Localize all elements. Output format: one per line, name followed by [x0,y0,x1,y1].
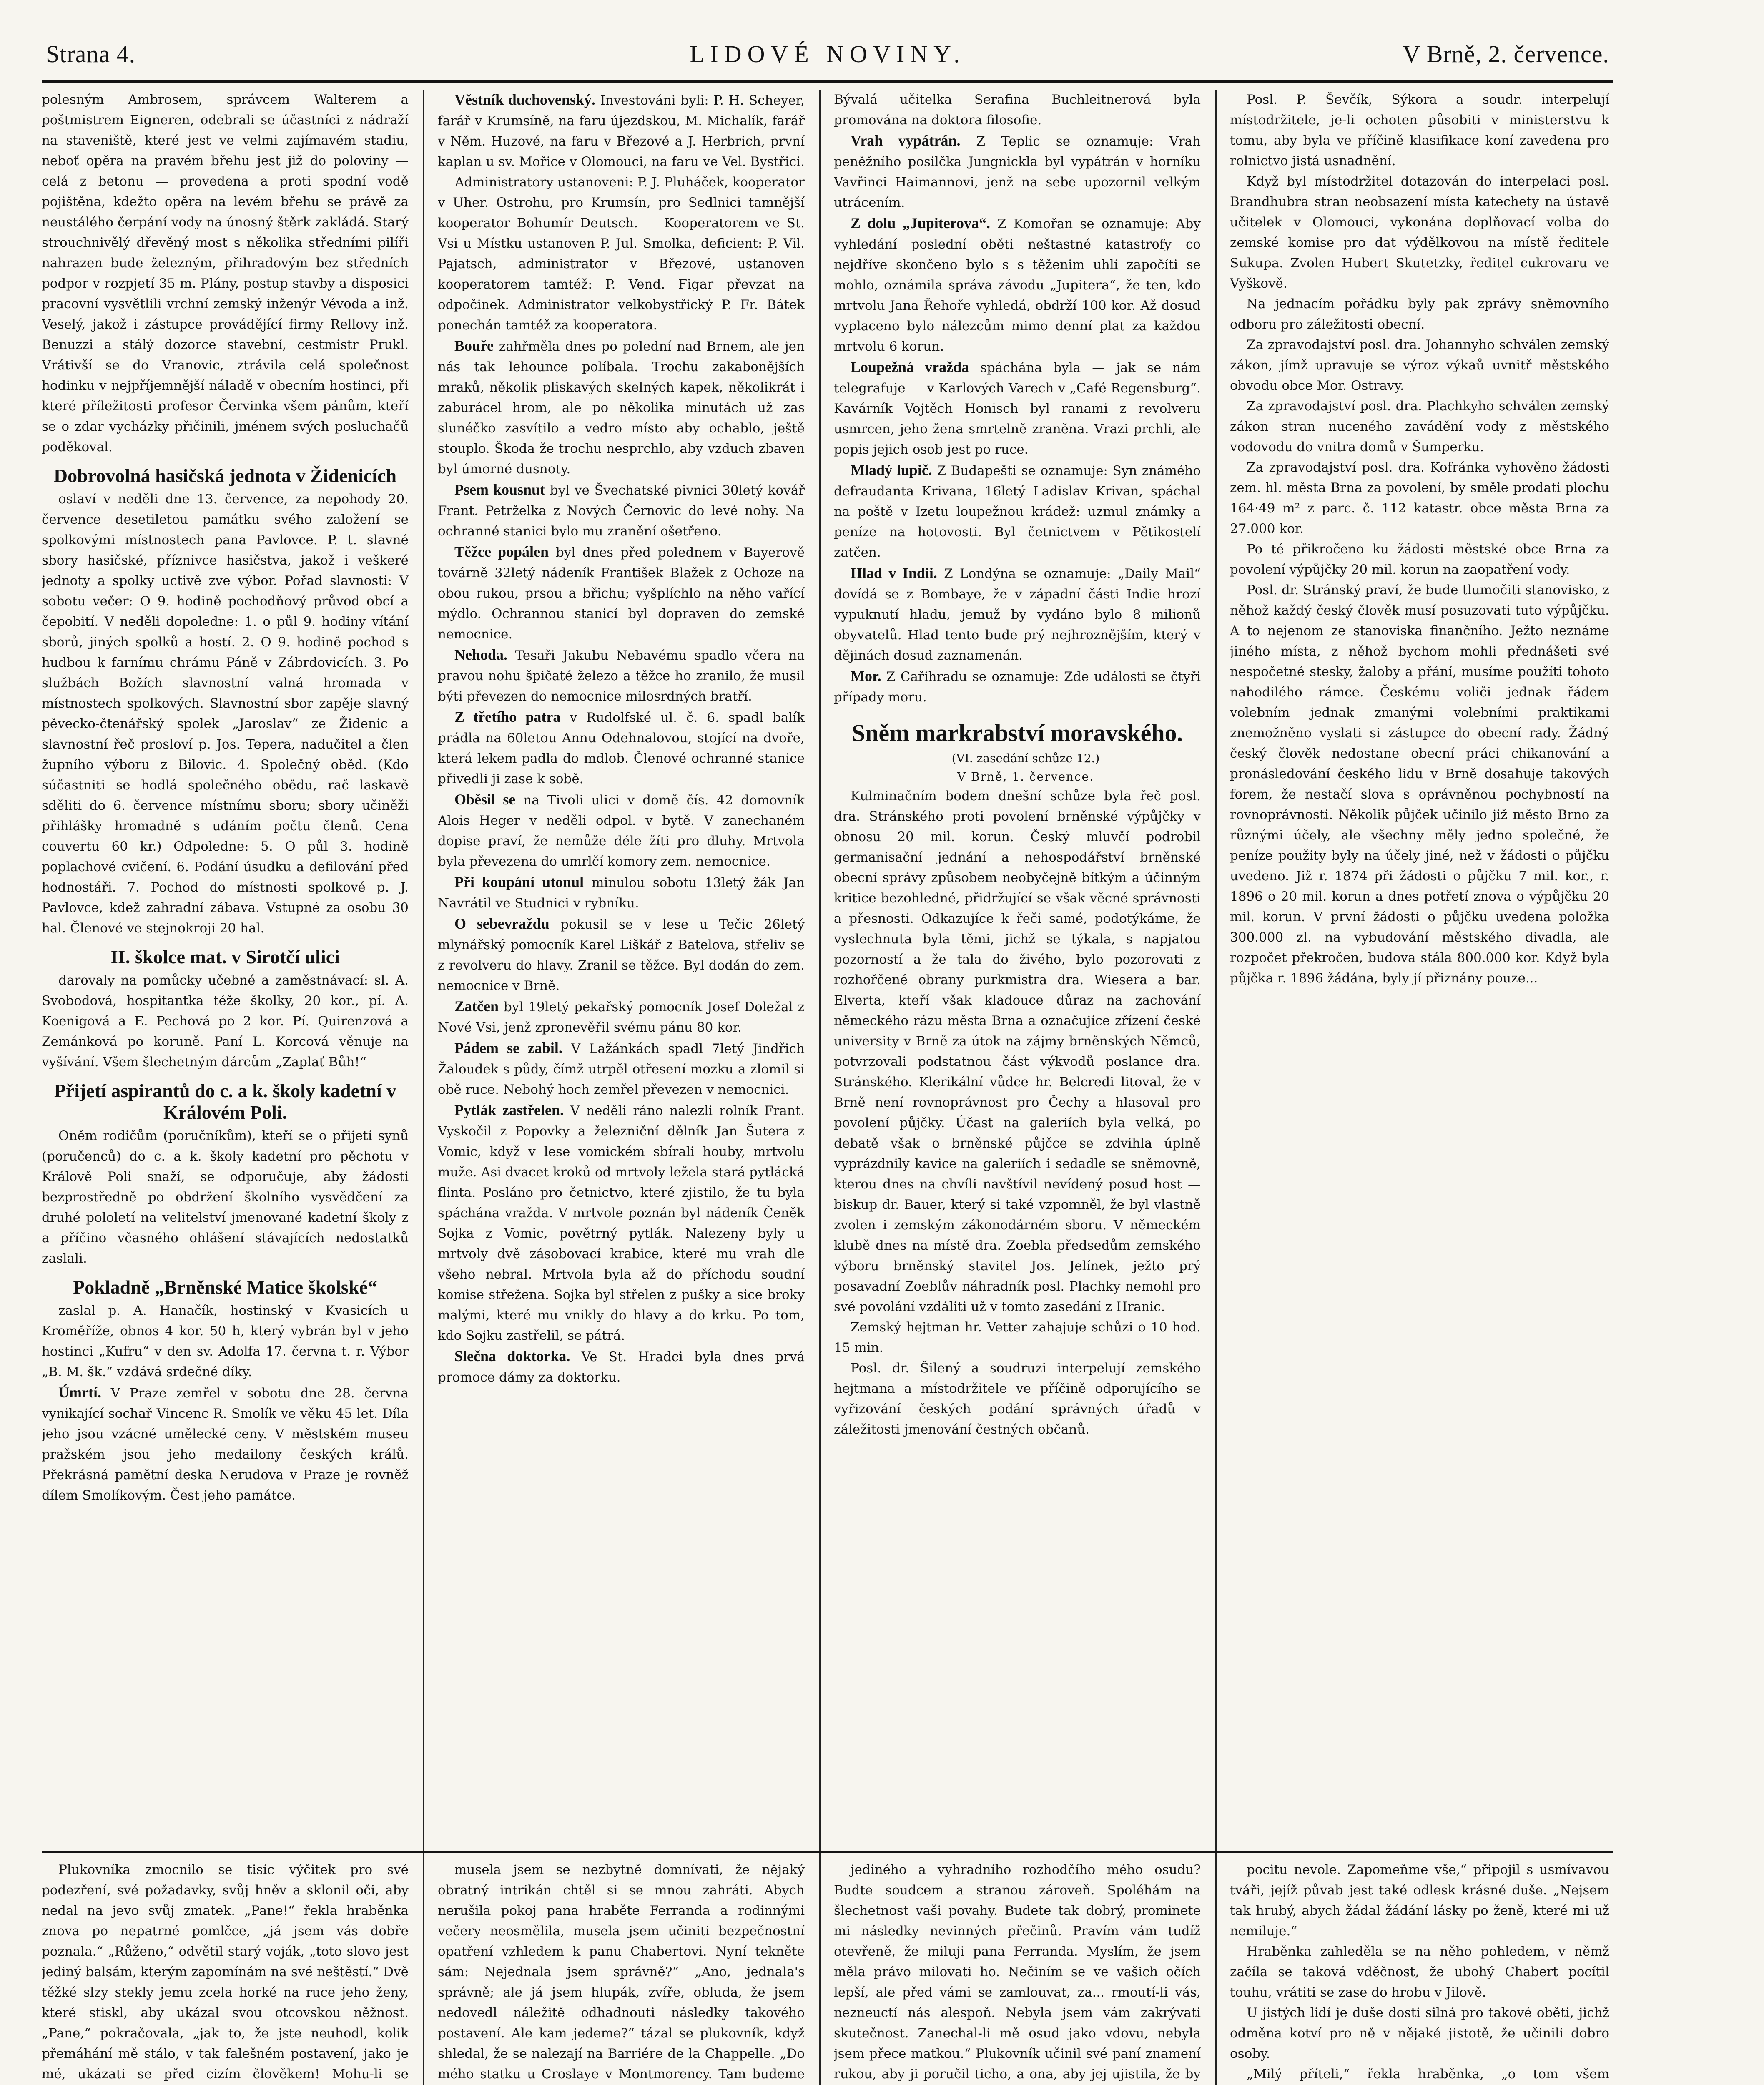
article-text: Kulminačním bodem dnešní schůze byla řeč posl. dra. Stránského proti povolení brněnské výpůjčky v obnosu 20 mil. korun. Český mluvčí podrobil germanisační jednání a nehospodářství brněnské obecní správy způsobem neobyčejně bítkým a účinným kritice bezohledné, přidržující se však věcné správnosti a přesnosti. Odkazujíce k řeči samé, podotýkáme, že vyslechnuta byla těmi, jichž se týkala, s napjatou pozorností a že tala do živého, bylo pozorovati z rozhořčené obrany purkmistra dra. Wiesera a bar. Elverta, kteří však kladouce důraz na zachování německého rázu města Brna a označujíce zřízení české university v Brně za útok na zájmy brněnských Němců, potvrzovali podstatnou část výkvodů poslance dra. Stránského. Klerikální vůdce hr. Belcredi litoval, že v Brně není rovnoprávnost pro Čechy a hlasoval pro povolení půjčky. Účast na galeriích byla velká, po debatě však o brněnské půjčce se zdvihla úplně vyprázdnily kavice na galeriích i sedadle se sněmovně, kterou dnes na chvíli navštívil nevídený posud host — biskup dr. Bauer, který si také vzpomněl, že byl vlastně zvolen i zemským zákonodárném sboru. V německém klubě dnes na místě dra. Zoebla předsedům zemského výboru brněnský stavitel Jos. Jelínek, ježto prý posavadní Zoeblův náhradník posl. Plachky nemohl pro své povolání vzdáliti už v tomto zasedání z Hranic. [834,789,1201,1314]
article-headline: O sebevraždu [454,915,550,932]
article-headline: Úmrtí. [58,1384,101,1401]
article-headline: Z dolu „Jupiterova“. [851,215,991,231]
article-headline: Bouře [454,337,494,354]
article-headline: II. školce mat. v Sirotčí ulici [110,946,340,967]
feuilleton-text: musela jsem se nezbytně domnívati, že nějaký obratný intrikán chtěl si se mnou zahráti. Abych nerušila pokoj pana hraběte Ferranda a rodinnými večery neosmělila, musela jsem učiniti bezpečnostní opatření vzhledem k panu Chabertovi. Nyní tekněte sám: Nejednala jsem správně?“ „Ano, jednala's správně; ale já jsem hlupák, zvíře, obluda, že jsem nedovedl náležitě odhadnouti následky takového postavení. Ale kam jedeme?“ tázal se plukovník, když shledal, že se nalezají na Barriére de la Chappelle. „Do mého statku u Croslaye v Montmorency. Tam budeme [438,1862,805,2082]
article-text: darovaly na pomůcky učebné a zaměstnávací: sl. A. Svobodová, hospitantka téže školky, 20 kor., pí. A. Koenigová a E. Pechová po 2 kor. Pí. Quirenzová a Zemánková po koruně. Paní L. Korcová věnuje na vyšívání. Všem šlechetným dárcům „Zaplať Bůh!“ [42,973,409,1070]
column-divider [423,90,424,1860]
page-number: Strana 4. [46,40,136,68]
article-text: Investováni byli: P. H. Scheyer, farář v Krumsíně, na faru újezdskou, M. Michalík, farář v Něm. Huzové, na faru v Březové a J. Herbrich, první kaplan u sv. Mořice v Olomouci, na faru ve Vel. Bystřici. — Administratory ustanoveni: P. J. Pluháček, kooperator v Uher. Ostrohu, pro Krumsín, pro Sedlnici tamnější kooperator Bohumír Deutsch. — Kooperatorem ve St. Vsi u Místku ustanoven P. Jul. Smolka, deficient: P. Vil. Pajatsch, administrator v Březové, ustanoven kooperatorem tamtéž: P. Vend. Figar převzat na odpočinek. Administrator velkobystřický P. Fr. Bátek ponechán tamtéž za kooperatora. [438,93,805,333]
article-text: Z Londýna se oznamuje: „Daily Mail“ dovídá se z Bombaye, že v západní části Indie hrozí vypuknutí hladu, jemuž by vydáno bylo 8 milionů obyvatelů. Hlad tento bude prý nejhroznějším, který v dějinách dosud zaznamenán. [834,566,1201,663]
article-text: Oněm rodičům (poručníkům), kteří se o přijetí synů (poručenců) do c. a k. školy kadetní pro pěchotu v Králově Poli snaží, se odporučuje, aby žádosti bezprostředně po obdržení školního vysvědčení za druhé pololetí na velitelství jmenované kadetní školy z a příčino včasného ohlášení stávajících nedostatků zaslali. [42,1128,409,1266]
article-headline: Věstník duchovenský. [454,91,595,108]
feuilleton-column-4 [1230,1860,1609,2085]
article-headline: Loupežná vražda [851,359,969,375]
article-text: V Lažánkách spadl 7letý Jindřich Žaloudek s půdy, čímž utrpěl otřesení mozku a zlomil si obě ruce. Nebohý hoch zemřel převezen v nemocnici. [438,1041,805,1097]
article-headline: Mor. [851,668,881,684]
feuilleton-column-3 [834,1860,1201,2085]
article-headline: Mladý lupič. [851,462,932,478]
article-headline: Dobrovolná hasičská jednota v Židenicích [53,465,397,486]
article-headline: Vrah vypátrán. [851,132,961,149]
column-divider [1215,90,1217,1860]
article-text: minulou sobotu 13letý žák Jan Navrátil ve Studnici v rybníku. [438,875,805,911]
article-headline: Psem kousnut [454,481,545,498]
column-3 [834,90,1201,1860]
feuilleton-text: Plukovníka zmocnilo se tisíc výčitek pro své podezření, své požadavky, svůj hněv a sklonil oči, aby nedal na jevo svůj zmatek. „Pane!“ řekla hraběnka znova po nepatrné pomlčce, „já jsem vás dobře poznala.“ „Růženo,“ odvětil starý voják, „toto slovo jest jediný balsám, kterým zapomínám na své neštěstí.“ Dvě těžké slzy stekly jemu zcela horké na ruce jeho ženy, které stiskl, aby ukázal svou otcovskou něžnost. „Pane,“ pokračovala, „jak to, že jste neuhodl, kolik přemáhání mě stálo, v tak falešném postavení, jako je mé, ukázati se před cizím člověkem! Mohu-li se [42,1862,409,2082]
column-divider [819,90,821,1860]
article-headline: Pokladně „Brněnské Matice školské“ [73,1276,377,1298]
article-text: Po té přikročeno ku žádosti městské obce Brna za povolení výpůjčky 20 mil. korun na zaopatření vody. [1230,542,1609,577]
feuilleton-column-2 [438,1860,805,2085]
article-text: byl 19letý pekařský pomocník Josef Doležal z Nové Vsi, jenž zpronevěřil svému pánu 80 kor. [438,1000,805,1035]
article-headline: Přijetí aspirantů do c. a k. školy kadetní v Královém Poli. [54,1080,396,1123]
article-headline: Slečna doktorka. [454,1348,570,1364]
column-divider [423,1860,424,2085]
article-headline: Při koupání utonul [454,874,584,890]
article-text: polesným Ambrosem, správcem Walterem a poštmistrem Eigneren, odebrali se účastníci z nádraží na staveniště, které jest ve velmi zajímavém stadiu, neboť opěra na pravém břehu jest již do poloviny — celá z betonu — provedena a proti spodní vodě pojištěna, kdežto opěra na levém břehu se právě za neustálého čerpání vody na únosný štěrk zakládá. Starý strouchnivělý dřevěný most s několika středními pilíři nahrazen bude železným, přihradovým bez středních podpor v rozpjetí 35 m. Plány, postup stavby a disposici pracovní vysvětlili vrchní zemský inženýr Vévoda a inž. Veselý, jakož i zástupce provádějící firmy Rellovy inž. Benuzzi a stálý dozorce stavební, cestmistr Prukl. Vrátivší se do Vranovic, ztrávila celá společnost hodinku v nejpříjemnější náladě v obecním hostinci, při které příležitosti profesor Červinka všem pánům, kteří se o zdar vycházky přičinili, jménem svých posluchačů poděkoval. [42,92,409,455]
article-text: zaslal p. A. Hanačík, hostinský v Kvasicích u Kroměříže, obnos 4 kor. 50 h, který vybrán byl v jeho hostinci „Kufru“ v den sv. Adolfa 17. června t. r. Výbor „B. M. šk.“ vzdává srdečné díky. [42,1303,409,1379]
column-2 [438,90,805,1860]
article-text: Posl. dr. Šilený a soudruzi interpelují zemského hejtmana a místodržitele ve příčině odporujícího se vyřizování českých podání správných úřadů v záležitosti jmenování čestných občanů. [834,1361,1201,1437]
article-text: Z Komořan se oznamuje: Aby vyhledání poslední oběti neštastné katastrofy co nejdříve skončeno bylo s s těženim uhlí započíti se mohlo, oznámila správa závodu „Jupitera“, že ten, kdo mrtvolu Jana Řehoře vyhledá, obdrží 100 kor. Až dosud vyplaceno bylo nálezcům mimo denní plat za každou mrtvolu 6 korun. [834,216,1201,354]
article-text: Na jednacím pořádku byly pak zprávy sněmovního odboru pro záležitosti obecní. [1230,296,1609,332]
article-headline: Pádem se zabil. [454,1040,562,1056]
article-text: spáchána byla — jak se nám telegrafuje — v Karlových Varech v „Café Regensburg“. Kavárník Vojtěch Honisch byl ranami z revolveru usmrcen, jeho žena smrtelně zraněna. Vrazi prchli, ale popis jejich osob jest po ruce. [834,360,1201,457]
feuilleton-text: Hraběnka zahleděla se na něho pohledem, v němž začíla se taková vděčnost, že ubohý Chabert pocítil touhu, vrátiti se zase do hrobu v Jilově. [1230,1944,1609,2000]
article-text: V neděli ráno nalezli rolník Frant. Vyskočil z Popovky a železniční dělník Jan Šutera z Vomic, když v lese vomickém sbírali houby, mrtvolu muže. Asi dvacet kroků od mrtvoly ležela stará pytlácká flinta. Posláno pro četnictvo, které zjistilo, že tu byla spáchána vražda. V mrtvole poznán byl nádeník Čeněk Sojka z Vomic, povětrný pytlák. Nalezeny byly u mrtvoly dvě zásobovací krabice, které mu vrah dle všeho nebral. Mrtvola byla až do příchodu soudní komise střežena. Sojka byl střelen z pušky a sice broky malými, které mu vnikly do hlavy a do krku. Po tom, kdo Sojku zastřelil, se pátrá. [438,1103,805,1343]
section-dateline: V Brně, 1. července. [957,770,1094,784]
article-text: Z Teplic se oznamuje: Vrah peněžního posilčka Jungnickla byl vypátrán v horníku Vavřinci Haimannovi, jenž na sebe upozornil velkým utrácením. [834,134,1201,210]
article-headline: Z třetího patra [454,708,561,725]
dateline: V Brně, 2. července. [1403,40,1609,68]
article-text: Posl. dr. Stránský praví, že bude tlumočiti stanovisko, z něhož každý český člověk musí posuzovati tuto výpůjčku. A to nejenom ze stanoviska finančního. Ježto neznáme jiného místa, z něhož bychom mohli přednášeti své nespočetné stesky, žaloby a přání, musíme použíti tohoto nahodilého rámce. Českému voliči jednak řádem volebním jednak zmanými volebními praktikami znemožněno vyslati si zástupce do obecní rady. Žádný český člověk nedostane obecní práci chikanování a pronásledování českého lidu v Brně dosahuje takových forem, že nestačí slova s oprávněnou pochybností na rovnoprávnosti. Několik půjček učinilo již město Brno za různými účely, ale všechny měly jedno společné, že peníze použity byly na účely jiné, než v žádosti o půjčku uvedeno. Již r. 1874 při žádosti o půjčku 7 mil. kor., r. 1896 o 20 mil. korun a dnes potřetí znova o výpůjčku 20 mil. korun. V první žádosti o půjčku uvedena položka 300.000 zl. na vybudování městského divadla, ale rozpočet překročen, budova stála 800.000 kor. Když byla půjčka r. 1896 žádána, byly jí přiznány pouze... [1230,583,1609,986]
section-title: Sněm markrabství moravského. [851,719,1183,746]
article-text: Tesaři Jakubu Nebavému spadlo včera na pravou nohu špičaté železo a těžce ho zranilo, že musil býti převezen do nemocnice milosrdných bratří. [438,648,805,704]
feuilleton-text: U jistých lidí je duše dosti silná pro takové oběti, jichž odměna kotví pro ně v nějaké jistotě, že učinili dobro osoby. [1230,2005,1609,2061]
page-header [42,40,1613,73]
article-text: Posl. P. Ševčík, Sýkora a soudr. interpelují místodržitele, je-li ochoten působiti v ministerstvu k tomu, aby byla ve příčině klasifikace koní zavedena pro rolnictvo jistá usnadnění. [1230,92,1609,168]
feuilleton-text: jediného a vyhradního rozhodčího mého osudu? Budte soudcem a stranou zároveň. Spoléhám na šlechetnost vaši povahy. Budete tak dobrý, prominete mi následky nevinných přečinů. Pravím vám tudíž otevřeně, že miluji pana Ferranda. Myslím, že jsem měla právo milovati ho. Nečiním se ve vašich očích lepší, ale před vámi se zamlouvat, za... rmoutí-li vás, nezneuctí nás alespoň. Nebyla jsem vám zakrývati skutečnost. Zanechal-li mě osud jako vdovu, nebyla jsem přece matkou.“ Plukovník učinil své paní znamení rukou, aby ji poručil ticho, a ona, aby jej ujistila, že by [834,1862,1201,2082]
article-text: Za zpravodajství posl. dra. Kofránka vyhověno žádosti zem. hl. města Brna za povolení, by směle prodati plochu 164·49 m² z parc. č. 112 katastr. obce města Brna za 27.000 kor. [1230,460,1609,536]
header-rule [42,80,1613,83]
column-1 [42,90,409,1860]
article-headline: Těžce popálen [454,543,549,560]
feuilleton-text: „Milý příteli,“ řekla hraběnka, „o tom všem [1247,2067,1609,2082]
article-text: pokusil se v lese u Tečic 26letý mlynářský pomocník Karel Liškář z Batelova, střeliv se z revolveru do hlavy. Zranil se těžce. Byl dodán do zem. nemocnice v Brně. [438,917,805,993]
feuilleton-text: pocitu nevole. Zapomeňme vše,“ připojil s usmívavou tváři, jejíž půvab jest také odlesk krásné duše. „Nejsem tak hrubý, abych žádal žádání lásky po ženě, které mi už nemiluje.“ [1230,1862,1609,1939]
article-headline: Oběsil se [454,791,516,808]
article-text: byl dnes před polednem v Bayerově továrně 32letý nádeník František Blažek z Ochoze na obou rukou, prsou a břichu; vyšplíchlo na něho vařící mýdlo. Ochrannou stanicí byl dopraven do zemské nemocnice. [438,545,805,642]
article-text: byl ve Švechatské pivnici 30letý kovář Frant. Petrželka z Nových Černovic do levé nohy. Na ochranné stanici bylo mu zranění ošetřeno. [438,483,805,539]
newspaper-page [42,17,1613,2085]
column-divider [1215,1860,1217,2085]
article-text: oslaví v neděli dne 13. července, za nepohody 20. července desetiletou památku svého založení se spolkovými místnostech pana Pavlovce. P. t. slavné sbory hasičské, příznivce hasičstva, jakož i veškeré jednoty a spolky uctivě zve výbor. Pořad slavnosti: V sobotu večer: O 9. hodině pochodňový průvod obcí a čepobití. V neděli dopoledne: 1. o půl 9. hodiny vítání sborů, jiných spolků a hostí. 2. O 9. hodině pochod s hudbou k farnímu chrámu Páně v Zábrdovicích. 3. Po službách Božích slavnostní valná hromada v místnostech spolkových. Slavnostní sbor zapěje slavný pěvecko-čtenářský spolek „Jaroslav“ ze Židenic a slavnostní řeč prosloví p. Jos. Tepera, nadučitel a člen župního výboru z Bilovic. 4. Společný oběd. (Kdo súčastniti se hodlá společného obědu, rač laskavě sděliti do 6. července místnímu sboru; sbory učiněži přihlášky hromadně s udáním počtu členů. Cena couvertu 60 kr.) Odpoledne: 5. O půl 3. hodině poplachové cvičení. 6. Podání úsudku a defilování před hodnostáři. 7. Pochod do místnosti spolkové p. J. Pavlovce, kdež zahradní zábava. Vstupné za osobu 30 hal. Členové ve stejnokroji 20 hal. [42,492,409,936]
article-text: Za zpravodajství posl. dra. Plachkyho schválen zemský zákon stran nuceného zavádění vody z městského vodovodu do vnitra domů v Šumperku. [1230,399,1609,455]
article-text: Z Cařihradu se oznamuje: Zde události se čtyři případy moru. [834,669,1201,705]
article-text: Ve St. Hradci byla dnes prvá promoce dámy za doktorku. [438,1349,805,1385]
feuilleton-rule [42,1851,1613,1853]
article-headline: Nehoda. [454,646,508,663]
feuilleton-column-1 [42,1860,409,2085]
article-text: Zemský hejtman hr. Vetter zahajuje schůzi o 10 hod. 15 min. [834,1320,1201,1355]
article-text: Bývalá učitelka Serafina Buchleitnerová byla promována na doktora filosofie. [834,92,1201,128]
article-text: V Praze zemřel v sobotu dne 28. června vynikající sochař Vincenc R. Smolík ve věku 45 let. Díla jeho jsou vzácné umělecké ceny. V městském museu pražském jsou jeho medailony českých králů. Překrásná pamětní deska Nerudova v Praze je rovněž dílem Smolíkovým. Čest jeho památce. [42,1386,409,1503]
article-headline: Zatčen [454,998,499,1015]
article-headline: Pytlák zastřelen. [454,1102,564,1118]
column-divider [819,1860,821,2085]
section-subtitle: (VI. zasedání schůze 12.) [951,751,1100,765]
article-text: Z Budapešti se oznamuje: Syn známého defraudanta Krivana, 16letý Ladislav Krivan, spáchal na poště v Izetu loupežnou krádež: uzmul známky a peníze na hotovosti. Byl četnictvem v Pětikostelí zatčen. [834,463,1201,560]
column-4 [1230,90,1609,1860]
masthead-title: LIDOVÉ NOVINY. [689,40,966,68]
article-text: na Tivoli ulici v domě čís. 42 domovník Alois Heger v neděli odpol. v bytě. V zanechaném dopise praví, že nemůže déle žíti pro dluhy. Mrtvola byla převezena do umrlčí komory zem. nemocnice. [438,793,805,869]
article-text: v Rudolfské ul. č. 6. spadl balík prádla na 60letou Annu Odehnalovou, stojící na dvoře, která lekem padla do mdlob. Členové ochranné stanice přivedli ji zase k sobě. [438,710,805,786]
article-text: Když byl místodržitel dotazován do interpelaci posl. Brandhubra stran neobsazení místa katechety na ústavě učitelek v Olomouci, vykonána doplňovací volba do zemské komise pro dat výdělkovou na místě ředitele Sukupa. Zvolen Hubert Skutetzky, ředitel cukrovaru ve Vyškově. [1230,174,1609,291]
article-headline: Hlad v Indii. [851,565,937,581]
article-text: Za zpravodajství posl. dra. Johannyho schválen zemský zákon, jímž upravuje se výroz výkaů uvnitř městského obvodu obce Mor. Ostravy. [1230,337,1609,393]
article-text: zahřměla dnes po polední nad Brnem, ale jen nás tak lehounce políbala. Trochu zakabonějších mraků, několik pliskavých skelných kapek, několikrát i zaburácel hrom, ale po několika minutách už zas slunéčko zasvítilo a vedro místo aby ochablo, ještě stouplo. Škoda že trochu nesprchlo, aby vzduch zbaven byl úmorné dusnoty. [438,339,805,477]
